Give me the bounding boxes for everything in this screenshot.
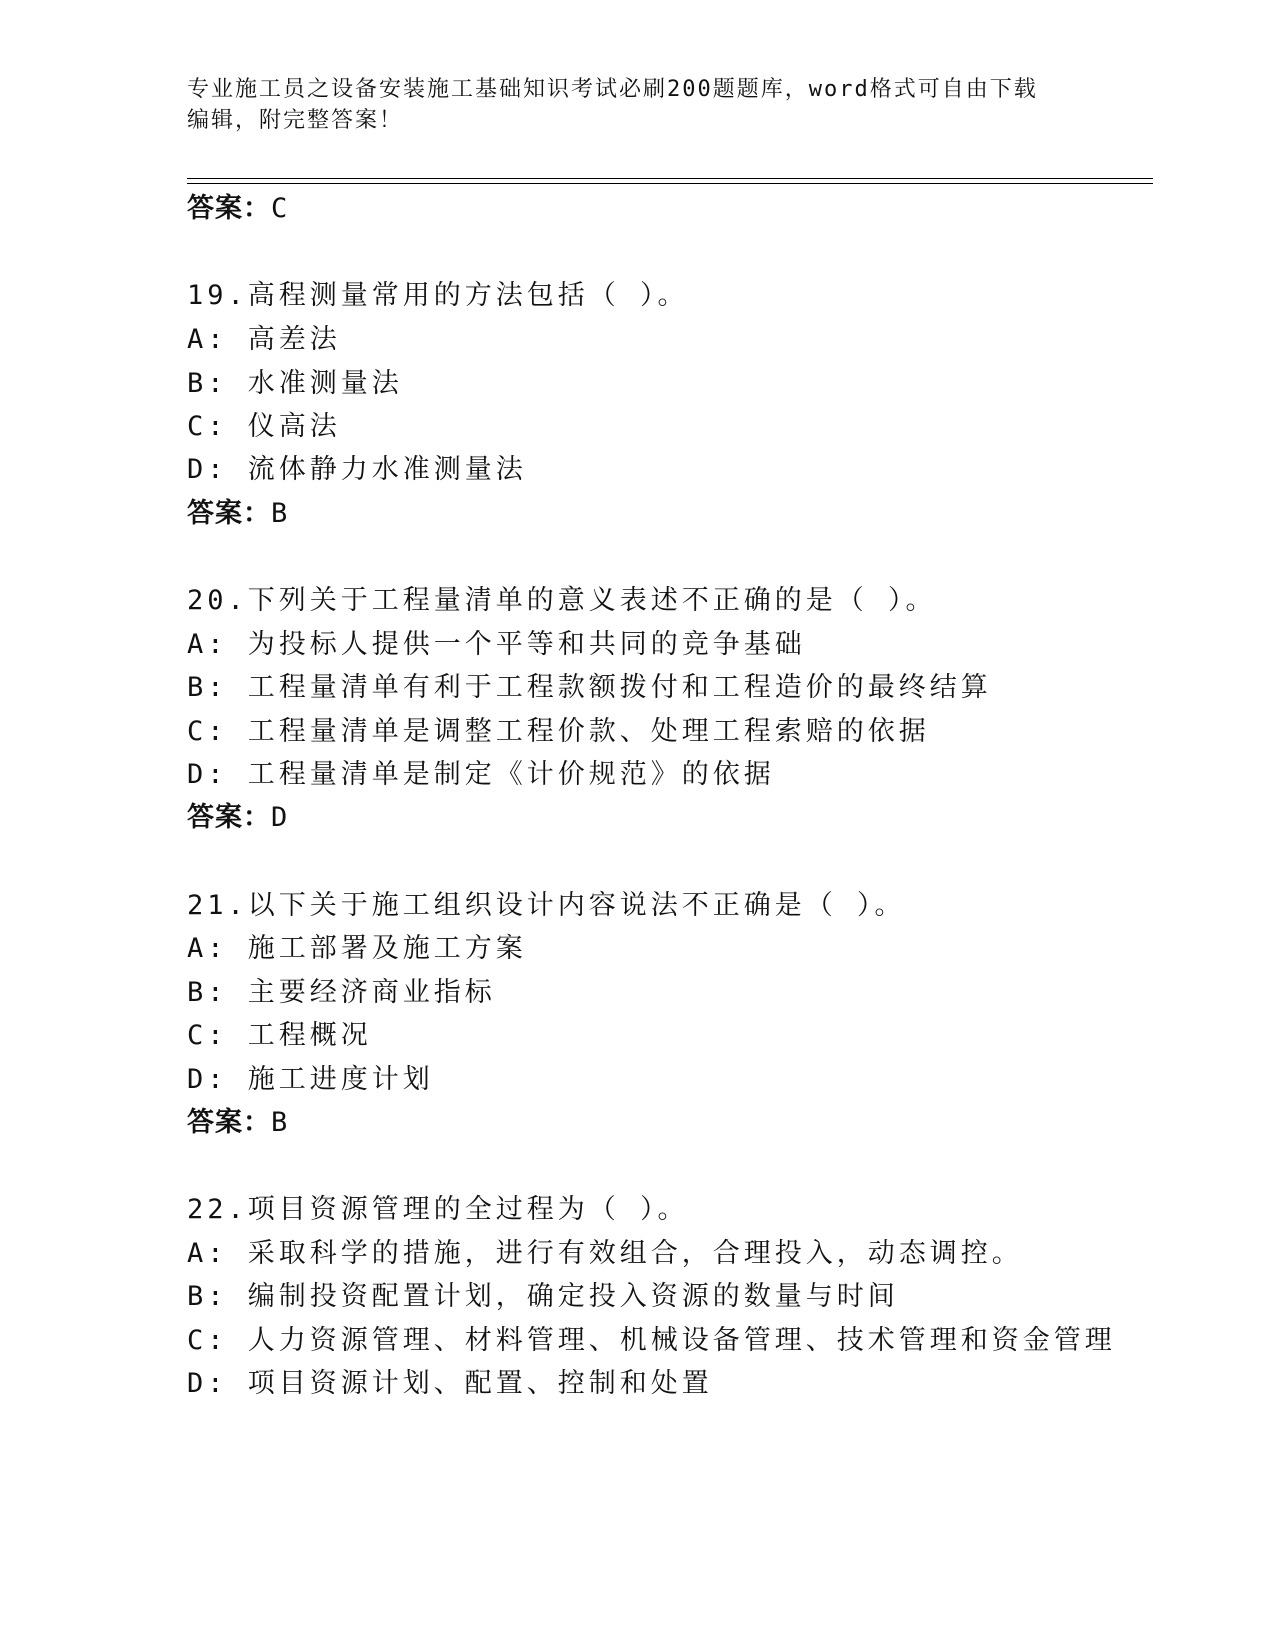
question-21-stem: 21.以下关于施工组织设计内容说法不正确是（ ）。 <box>187 890 906 921</box>
question-20-stem: 20.下列关于工程量清单的意义表述不正确的是（ ）。 <box>187 585 937 616</box>
header-line-1: 专业施工员之设备安装施工基础知识考试必刷200题题库，word格式可自由下载 <box>187 77 1038 102</box>
answer-label: 答案： <box>187 193 271 224</box>
answer-label: 答案： <box>187 802 271 833</box>
answer-label: 答案： <box>187 498 271 529</box>
answer-value: B <box>271 498 289 529</box>
question-19-stem: 19.高程测量常用的方法包括（ ）。 <box>187 280 689 311</box>
question-22-option-c: C: 人力资源管理、材料管理、机械设备管理、技术管理和资金管理 <box>187 1325 1116 1356</box>
question-20-option-a: A: 为投标人提供一个平等和共同的竞争基础 <box>187 629 806 660</box>
question-21-option-d: D: 施工进度计划 <box>187 1064 434 1095</box>
question-20-option-d: D: 工程量清单是制定《计价规范》的依据 <box>187 759 775 790</box>
question-19-option-b: B: 水准测量法 <box>187 368 403 399</box>
header-line-2: 编辑，附完整答案！ <box>187 108 404 133</box>
previous-answer <box>187 186 288 225</box>
document-header <box>187 74 1067 136</box>
header-divider-bottom <box>187 183 1153 184</box>
answer-value: C <box>271 193 289 224</box>
question-21-option-b: B: 主要经济商业指标 <box>187 977 496 1008</box>
question-21-answer <box>187 1100 288 1139</box>
question-19-option-d: D: 流体静力水准测量法 <box>187 454 527 485</box>
header-divider-top <box>187 178 1153 179</box>
answer-value: D <box>271 802 289 833</box>
question-22-option-a: A: 采取科学的措施，进行有效组合，合理投入，动态调控。 <box>187 1238 1023 1269</box>
question-21-option-a: A: 施工部署及施工方案 <box>187 933 527 964</box>
question-22-option-b: B: 编制投资配置计划，确定投入资源的数量与时间 <box>187 1281 899 1312</box>
question-22-option-d: D: 项目资源计划、配置、控制和处置 <box>187 1368 713 1399</box>
answer-label: 答案： <box>187 1107 271 1138</box>
question-22-stem: 22.项目资源管理的全过程为（ ）。 <box>187 1194 689 1225</box>
question-20-option-b: B: 工程量清单有利于工程款额拨付和工程造价的最终结算 <box>187 672 992 703</box>
question-19-option-c: C: 仪高法 <box>187 411 341 442</box>
question-20-option-c: C: 工程量清单是调整工程价款、处理工程索赔的依据 <box>187 716 930 747</box>
question-21-option-c: C: 工程概况 <box>187 1020 372 1051</box>
answer-value: B <box>271 1107 289 1138</box>
question-19-answer <box>187 491 288 530</box>
question-20-answer <box>187 795 288 834</box>
question-19-option-a: A: 高差法 <box>187 324 341 355</box>
